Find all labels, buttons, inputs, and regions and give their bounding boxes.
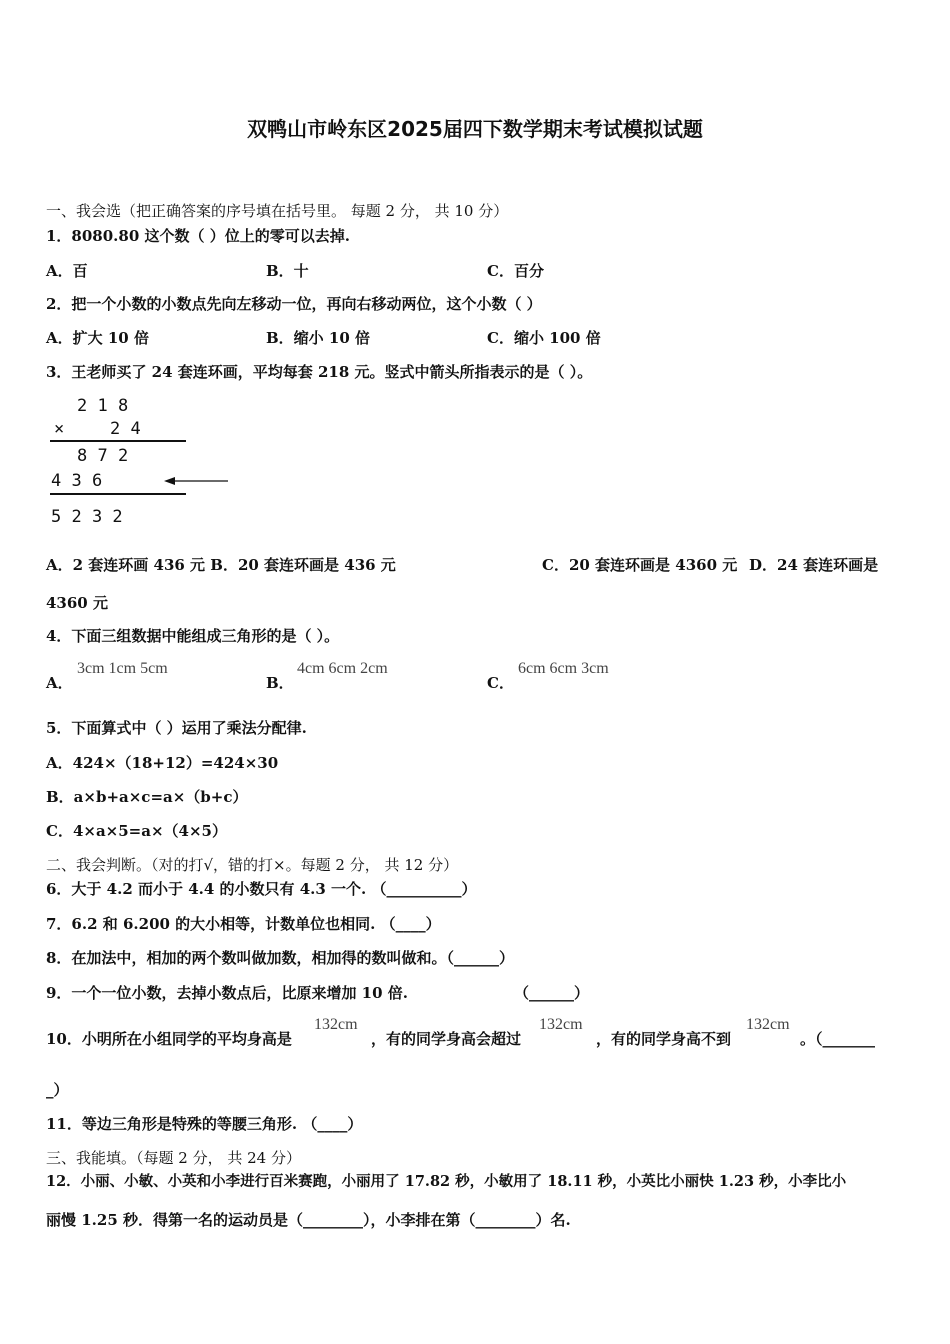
q4-option-a-value: 3cm 1cm 5cm (77, 660, 168, 677)
calc-row-multiplier: 2 4 (110, 419, 141, 439)
q4-option-a: A． (46, 674, 73, 692)
q2-option-c: C．缩小 100 倍 (487, 329, 601, 347)
page-title: 双鸭山市岭东区2025届四下数学期末考试模拟试题 (247, 117, 703, 141)
q10-value-1: 132cm (314, 1016, 358, 1033)
calc-row-product: 5 2 3 2 (51, 507, 123, 527)
q8: 8．在加法中，相加的两个数叫做加数，相加得的数叫做和。（______） (46, 949, 514, 967)
q10-value-2: 132cm (539, 1016, 583, 1033)
q10-part-3: ，有的同学身高不到 (596, 1030, 732, 1048)
section-3-heading: 三、我能填。（每题 2 分， 共 24 分） (46, 1149, 301, 1167)
section-2-heading: 二、我会判断。（对的打√，错的打×。每题 2 分， 共 12 分） (46, 856, 459, 874)
times-sign: × (54, 419, 65, 439)
q3-option-d-cont: 4360 元 (46, 594, 108, 612)
q2-option-b: B．缩小 10 倍 (266, 329, 370, 347)
q3-option-d: D．24 套连环画是 (749, 556, 879, 574)
q2-option-a: A．扩大 10 倍 (46, 329, 149, 347)
q10-part-2: ，有的同学身高会超过 (371, 1030, 522, 1048)
calc-row-partial-2: 4 3 6 (51, 471, 103, 491)
q11: 11．等边三角形是特殊的等腰三角形. （____） (46, 1115, 363, 1133)
q1-option-a: A．百 (46, 262, 88, 280)
q5-option-a: A．424×（18+12）=424×30 (46, 754, 279, 772)
q1-option-b: B．十 (266, 262, 309, 280)
q4-option-c: C． (487, 674, 514, 692)
calc-row-multiplicand: 2 1 8 (77, 396, 129, 416)
q10-part-5: _） (46, 1081, 69, 1099)
left-arrow-icon (164, 474, 230, 488)
calc-row-partial-1: 8 7 2 (77, 446, 129, 466)
q1-stem: 1．8080.80 这个数（ ）位上的零可以去掉. (46, 227, 350, 245)
q1-option-c: C．百分 (487, 262, 544, 280)
q12-line-2: 丽慢 1.25 秒．得第一名的运动员是（________），小李排在第（________）名. (46, 1211, 571, 1229)
q2-stem: 2．把一个小数的小数点先向左移动一位，再向右移动两位，这个小数（ ） (46, 295, 542, 313)
q9-text: 9．一个一位小数，去掉小数点后，比原来增加 10 倍. (46, 984, 408, 1002)
q4-option-c-value: 6cm 6cm 3cm (518, 660, 609, 677)
q4-stem: 4．下面三组数据中能组成三角形的是（ ）。 (46, 627, 340, 645)
section-1-heading: 一、我会选（把正确答案的序号填在括号里。 每题 2 分， 共 10 分） (46, 202, 509, 220)
calc-rule-bottom (50, 493, 186, 495)
q4-option-b: B． (266, 674, 294, 692)
calc-rule-top (50, 440, 186, 442)
q4-option-b-value: 4cm 6cm 2cm (297, 660, 388, 677)
q12-line-1: 12．小丽、小敏、小英和小李进行百米赛跑，小丽用了 17.82 秒，小敏用了 18.11 秒，小英比小丽快 1.23 秒，小李比小 (46, 1173, 847, 1190)
q3-options-a-b: A．2 套连环画 436 元 B．20 套连环画是 436 元 (46, 556, 396, 574)
q10-value-3: 132cm (746, 1016, 790, 1033)
q7: 7．6.2 和 6.200 的大小相等，计数单位也相同. （____） (46, 915, 441, 933)
q10-part-1: 10．小明所在小组同学的平均身高是 (46, 1030, 292, 1048)
q5-option-b: B．a×b+a×c=a×（b+c） (46, 788, 248, 806)
q6: 6．大于 4.2 而小于 4.4 的小数只有 4.3 一个. （__________） (46, 880, 477, 898)
q10-part-4: 。（_______ (800, 1030, 876, 1048)
q3-stem: 3．王老师买了 24 套连环画，平均每套 218 元。竖式中箭头所指表示的是（ ）。 (46, 363, 593, 381)
q5-stem: 5．下面算式中（ ）运用了乘法分配律. (46, 719, 307, 737)
q3-option-c: C．20 套连环画是 4360 元 (542, 556, 738, 574)
q5-option-c: C．4×a×5=a×（4×5） (46, 822, 227, 840)
q9-blank: （______） (514, 984, 590, 1002)
